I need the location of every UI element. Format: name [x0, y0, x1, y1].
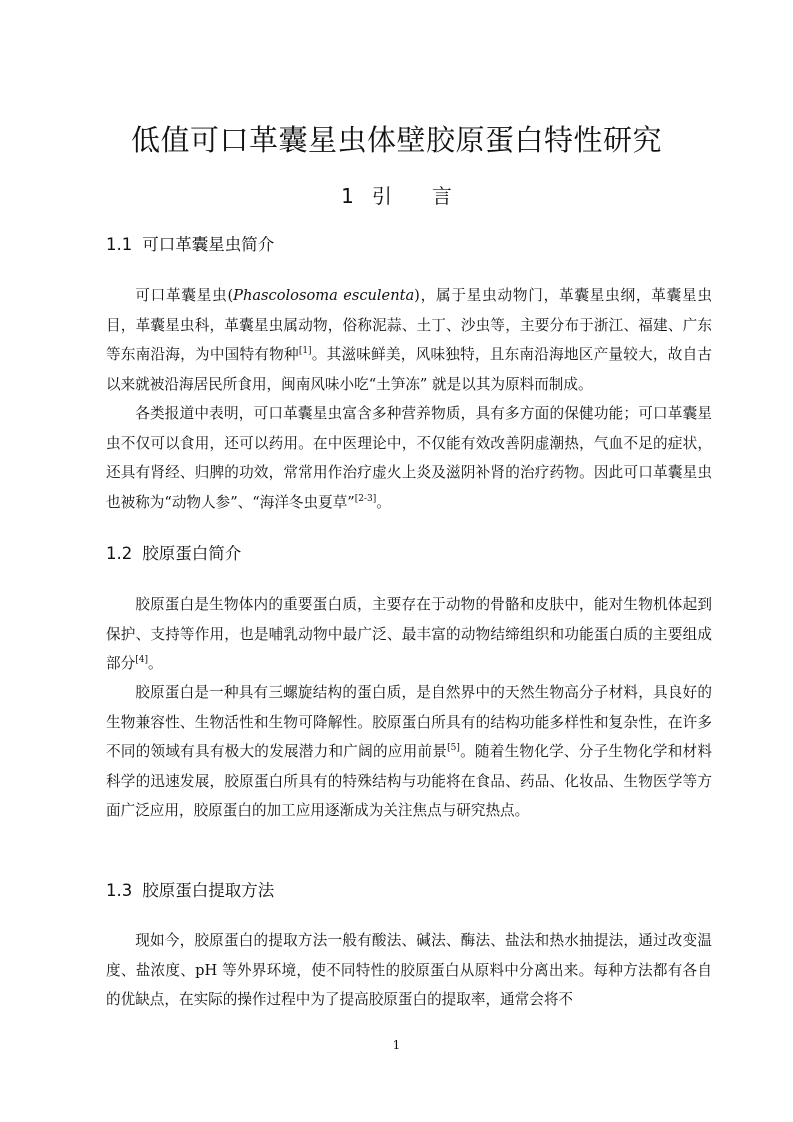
- chapter-number: 1: [341, 184, 354, 208]
- citation-ref: [2-3]: [354, 493, 377, 504]
- paragraph-text: 。其滋味鲜美，风味独特，且东南沿海地区产量较大，故自古以来就被沿海居民所食用，闽南风味小吃“土笋冻” 就是以其为原料而制成。: [106, 346, 712, 393]
- section-title: 胶原蛋白简介: [142, 544, 242, 563]
- paragraph-text: 。: [376, 493, 391, 511]
- citation-ref: [1]: [298, 346, 312, 356]
- paragraph-1-1-a: [106, 281, 712, 399]
- paper-title: 低值可口革囊星虫体壁胶原蛋白特性研究: [130, 123, 662, 157]
- paragraph-text: 各类报道中表明，可口革囊星虫富含多种营养物质，具有多方面的保健功能；可口革囊星虫不仅可以食用，还可以药用。在中医理论中，不仅能有效改善阴虚潮热，气血不足的症状，还具有肾经、归脾的功效，常常用作治疗虚火上炎及滋阴补肾的治疗药物。因此可口革囊星虫也被称为“动物人参”、“海洋冬虫夏草”: [106, 405, 712, 511]
- paragraph-1-3-a: [106, 926, 712, 1015]
- chapter-title-char-2: 言: [431, 184, 452, 208]
- section-title: 可口革囊星虫简介: [142, 235, 275, 254]
- paragraph-1-1-b: [106, 399, 712, 517]
- chapter-title-char-1: 引: [371, 184, 392, 208]
- paragraph-text: 。随着生物化学、分子生物化学和材料科学的迅速发展，胶原蛋白所具有的特殊结构与功能将在食品、药品、化妆品、生物医学等方面广泛应用，胶原蛋白的加工应用逐渐成为关注焦点与研究热点。: [106, 743, 712, 819]
- section-heading-1-2: [106, 540, 241, 564]
- citation-ref: [5]: [447, 743, 460, 753]
- paragraph-text: )，属于星虫动物门，革囊星虫纲，革囊星虫目，革囊星虫科，革囊星虫属动物，俗称泥蒜、土丁、沙虫等，主要分布于浙江、福建、广东等东南沿海，为中国特有物种: [106, 287, 712, 363]
- paragraph-text: 可口革囊星虫(: [135, 287, 234, 304]
- citation-ref: [4]: [135, 655, 148, 665]
- paragraph-text: 胶原蛋白是一种具有三螺旋结构的蛋白质，是自然界中的天然生物高分子材料，具良好的生物兼容性、生物活性和生物可降解性。胶原蛋白所具有的结构功能多样性和复杂性，在许多不同的领域有具有极大的发展潜力和广阔的应用前景: [106, 684, 712, 760]
- section-number: 1.2: [106, 544, 133, 563]
- paragraph-1-2-b: [106, 678, 712, 826]
- species-name: Phascolosoma esculenta: [233, 287, 415, 304]
- chapter-heading: [0, 180, 793, 209]
- section-heading-1-1: [106, 231, 274, 255]
- section-number: 1.3: [106, 881, 133, 900]
- section-title: 胶原蛋白提取方法: [142, 881, 275, 900]
- section-heading-1-3: [106, 877, 274, 901]
- section-number: 1.1: [106, 235, 133, 254]
- paragraph-text: 。: [147, 655, 163, 672]
- page-number: 1: [392, 1038, 401, 1052]
- paragraph-1-2-a: [106, 590, 712, 679]
- paragraph-text: 胶原蛋白是生物体内的重要蛋白质，主要存在于动物的骨骼和皮肤中，能对生物机体起到保护、支持等作用，也是哺乳动物中最广泛、最丰富的动物结缔组织和功能蛋白质的主要组成部分: [106, 596, 712, 672]
- paragraph-text: 现如今，胶原蛋白的提取方法一般有酸法、碱法、酶法、盐法和热水抽提法，通过改变温度、盐浓度、pH 等外界环境，使不同特性的胶原蛋白从原料中分离出来。每种方法都有各自的优缺点，在实际的操作过程中为了提高胶原蛋白的提取率，通常会将不: [106, 932, 712, 1008]
